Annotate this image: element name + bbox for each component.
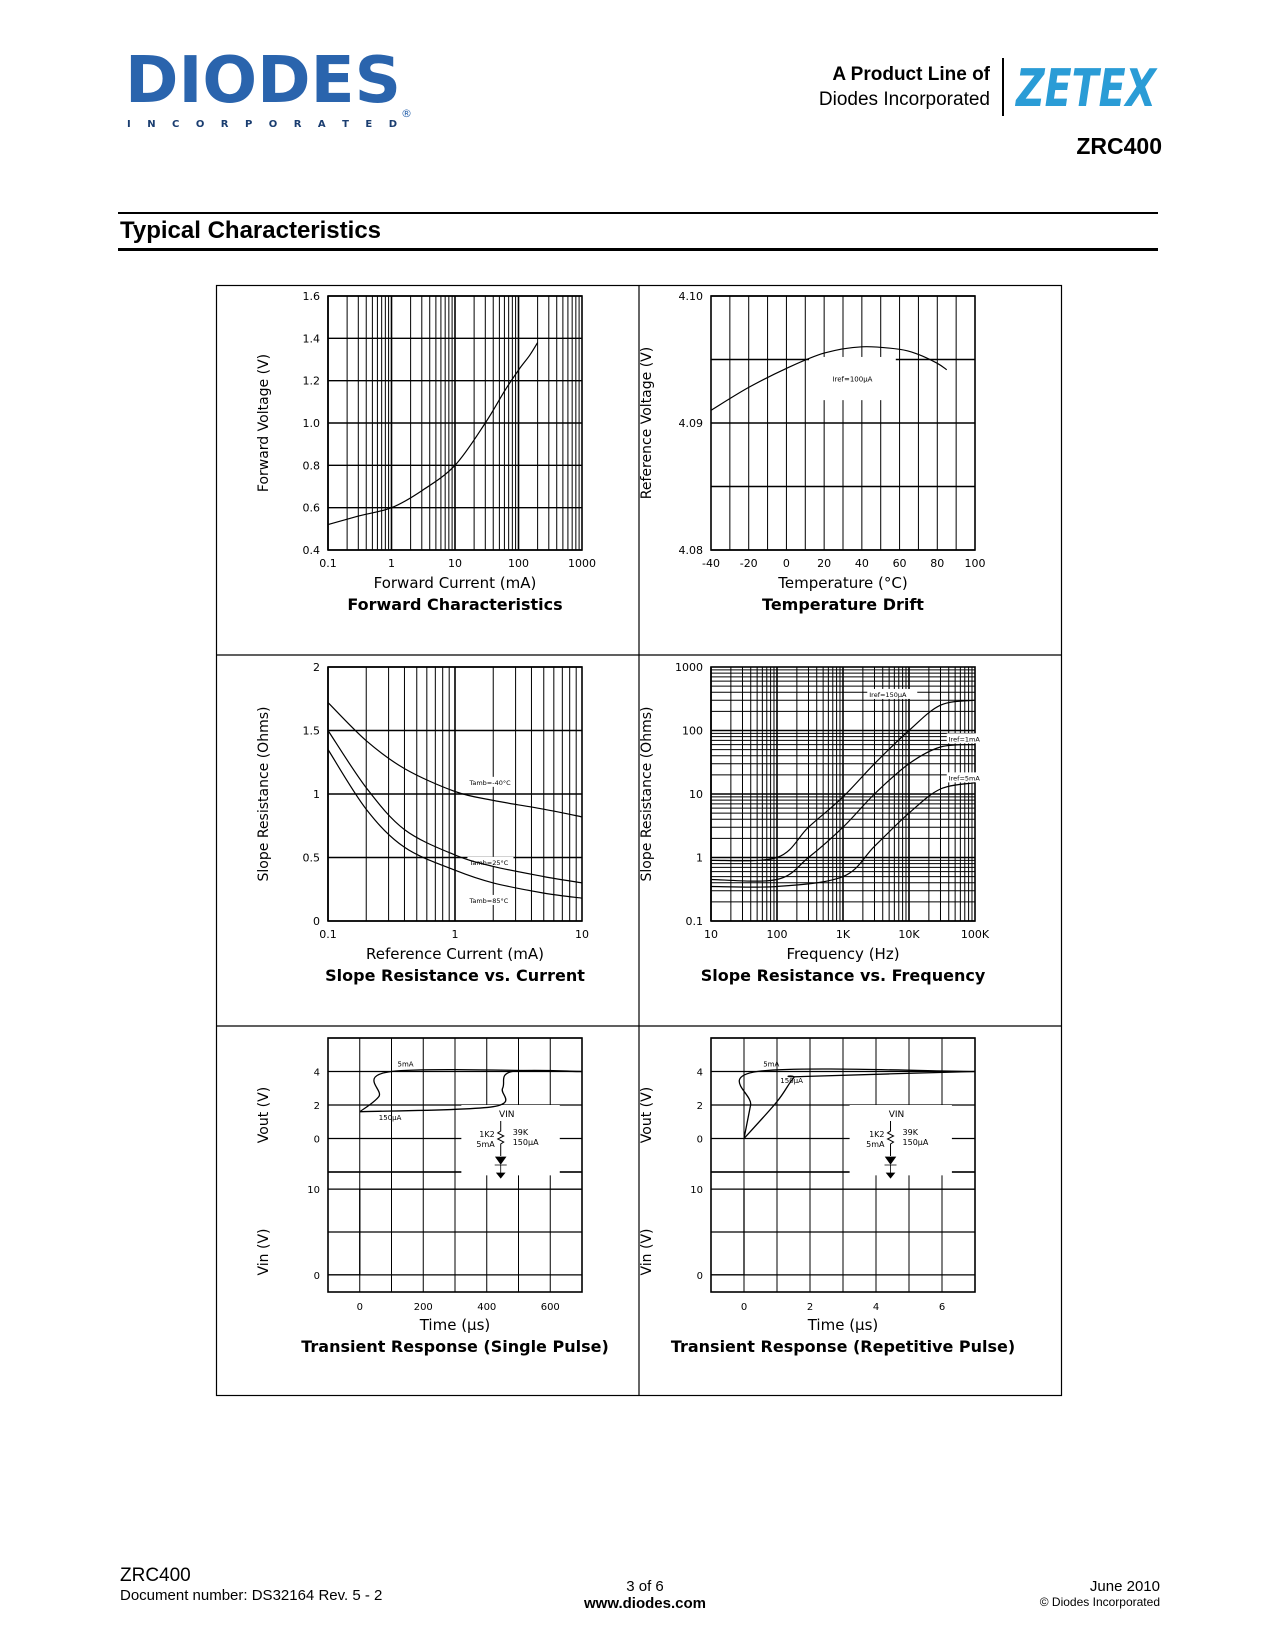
footer-url-link[interactable]: www.diodes.com: [584, 1595, 706, 1612]
x-tick-label: 4: [872, 1302, 880, 1313]
x-axis-label: Temperature (°C): [778, 574, 908, 592]
section-rule-top: [118, 212, 1158, 214]
circuit-i2-label: 150µA: [902, 1138, 929, 1147]
footer-right: [900, 1578, 1160, 1609]
x-tick-label: 40: [854, 557, 869, 570]
x-tick-label: 1: [388, 557, 395, 570]
y-axis-label-top: Vout (V): [639, 1086, 655, 1144]
y-tick-label: 0.1: [685, 915, 703, 928]
typical-characteristics-charts: [216, 285, 1062, 1397]
circuit-i1-label: 5mA: [866, 1140, 885, 1149]
chart-panel-4: [639, 661, 997, 985]
label-5ma: 5mA: [763, 1060, 780, 1069]
y-tick-label: 1.0: [302, 417, 320, 430]
y-tick-label: 1.4: [302, 332, 320, 346]
y-tick-label: 1: [696, 851, 703, 865]
chart-title: Slope Resistance vs. Frequency: [700, 966, 986, 985]
circuit-i1-label: 5mA: [476, 1140, 495, 1149]
chart-panel-6: [639, 1038, 1015, 1356]
x-tick-label: 1000: [568, 557, 596, 570]
y-axis-label: Slope Resistance (Ohms): [256, 706, 272, 882]
chart-panel-1: [256, 290, 596, 614]
x-tick-label: 6: [938, 1302, 946, 1313]
section-title: Typical Characteristics: [120, 217, 382, 244]
x-tick-label: -40: [702, 557, 720, 570]
product-line-block: [700, 62, 990, 112]
y-tick-label-top: 4: [696, 1067, 703, 1079]
y-axis-label: Forward Voltage (V): [256, 353, 272, 493]
x-tick-label: 200: [413, 1302, 433, 1313]
x-tick-label: 80: [930, 557, 945, 570]
part-number-header: ZRC400: [1076, 133, 1162, 159]
section-rule-bottom: [118, 248, 1158, 251]
y-tick-label: 4.09: [678, 417, 703, 430]
chart-panel-5: [256, 1038, 609, 1356]
x-tick-label: 0: [740, 1302, 748, 1313]
x-tick-label: 10: [704, 928, 718, 941]
y-tick-label-top: 4: [313, 1067, 320, 1079]
y-tick-label: 0.6: [302, 501, 320, 515]
label-150ua: 150µA: [780, 1077, 803, 1086]
x-tick-label: 60: [892, 557, 907, 570]
x-axis-label: Time (µs): [419, 1316, 491, 1334]
y-tick-label: 100: [682, 724, 703, 738]
x-tick-label: 0.1: [319, 557, 337, 570]
circuit-i2-label: 150µA: [512, 1138, 539, 1147]
y-tick-label: 1.2: [302, 374, 320, 388]
x-tick-label: 600: [540, 1302, 560, 1313]
x-tick-label: 1: [451, 928, 459, 941]
incorporated-text: I N C O R P O R A T E D: [127, 119, 397, 130]
y-tick-label-top: 0: [696, 1134, 703, 1146]
product-line-label: A Product Line of: [832, 64, 990, 85]
series-label-2: Tamb=25°C: [469, 858, 509, 867]
x-tick-label: 0: [782, 557, 790, 570]
chart-title: Transient Response (Repetitive Pulse): [670, 1337, 1016, 1356]
x-tick-label: 100K: [960, 928, 990, 941]
y-tick-label-bottom: 0: [313, 1270, 320, 1282]
x-tick-label: 10K: [898, 928, 920, 941]
x-tick-label: 20: [817, 557, 832, 570]
registered-mark: ®: [401, 107, 412, 120]
y-tick-label: 4.10: [678, 290, 703, 303]
x-axis-label: Reference Current (mA): [366, 945, 544, 963]
x-tick-label: 1K: [835, 928, 851, 941]
x-tick-label: 400: [477, 1302, 497, 1313]
circuit-vin-label: VIN: [498, 1110, 515, 1120]
footer-date: June 2010: [1089, 1578, 1160, 1595]
label-5ma: 5mA: [397, 1060, 414, 1069]
y-tick-label: 1: [313, 788, 320, 801]
footer-page: 3 of 6: [626, 1578, 664, 1595]
label-150ua: 150µA: [378, 1114, 402, 1123]
y-tick-label: 2: [313, 661, 320, 674]
y-tick-label: 4.08: [678, 544, 703, 557]
y-tick-label-top: 2: [696, 1101, 703, 1112]
x-tick-label: 100: [766, 928, 788, 941]
series-forward-voltage: [328, 343, 538, 525]
x-tick-label: 2: [806, 1302, 814, 1313]
zetex-logo: [1012, 58, 1162, 119]
diodes-logo: [125, 44, 425, 135]
footer-copyright: © Diodes Incorporated: [1039, 1595, 1160, 1609]
y-tick-label: 1000: [675, 661, 703, 674]
footer-center: [560, 1578, 730, 1612]
series-label-3: Iref=5mA: [948, 774, 980, 783]
chart-title: Slope Resistance vs. Current: [325, 966, 585, 985]
x-tick-label: 0: [356, 1302, 363, 1313]
series-label-3: Tamb=85°C: [469, 896, 509, 905]
chart-panel-2: [639, 290, 986, 614]
y-tick-label: 1.6: [302, 290, 320, 303]
zetex-logo-text: ZETEX: [1014, 59, 1159, 119]
footer-left: [120, 1565, 382, 1604]
y-tick-label: 0.8: [302, 459, 320, 473]
y-tick-label: 10: [689, 788, 703, 801]
chart-title: Forward Characteristics: [347, 595, 563, 614]
circuit-r1-label: 1K2: [479, 1130, 495, 1139]
circuit-vin-label: VIN: [888, 1110, 905, 1120]
series-label-2: Iref=1mA: [948, 735, 980, 744]
y-axis-label: Slope Resistance (Ohms): [639, 706, 655, 882]
y-axis-label: Reference Voltage (V): [639, 346, 655, 500]
diodes-logo-text: DIODES: [125, 44, 401, 118]
circuit-r1-label: 1K2: [869, 1130, 885, 1139]
y-tick-label-bottom: 10: [307, 1185, 320, 1197]
header-separator: [1002, 58, 1004, 116]
series-label-1: Tamb=-40°C: [469, 778, 511, 787]
x-tick-label: 10: [575, 928, 589, 941]
y-tick-label-bottom: 10: [690, 1185, 703, 1197]
x-tick-label: 100: [964, 557, 986, 570]
x-axis-label: Frequency (Hz): [786, 945, 900, 963]
y-axis-label-bottom: Vin (V): [256, 1228, 272, 1276]
y-tick-label-top: 0: [313, 1134, 320, 1146]
y-axis-label-bottom: Vin (V): [639, 1228, 655, 1276]
company-name: Diodes Incorporated: [818, 89, 990, 110]
footer-document-number: Document number: DS32164 Rev. 5 - 2: [120, 1587, 383, 1604]
y-tick-label: 0: [313, 915, 320, 928]
y-axis-label-top: Vout (V): [256, 1086, 272, 1144]
y-tick-label: 0.5: [302, 851, 320, 865]
x-axis-label: Forward Current (mA): [373, 574, 537, 592]
y-tick-label-top: 2: [313, 1101, 320, 1112]
y-tick-label: 1.5: [302, 724, 320, 738]
annotation-iref: Iref=100µA: [832, 375, 873, 384]
chart-title: Temperature Drift: [762, 595, 924, 614]
chart-title: Transient Response (Single Pulse): [301, 1337, 609, 1356]
chart-panel-3: [256, 661, 589, 985]
x-tick-label: 0.1: [319, 928, 337, 941]
y-tick-label: 0.4: [302, 544, 320, 557]
y-tick-label-bottom: 0: [696, 1270, 703, 1282]
circuit-r2-label: 39K: [902, 1128, 918, 1137]
circuit-r2-label: 39K: [512, 1128, 529, 1137]
x-tick-label: -20: [739, 557, 758, 570]
x-axis-label: Time (µs): [807, 1316, 879, 1334]
footer-part-number: ZRC400: [120, 1565, 191, 1586]
x-tick-label: 100: [508, 557, 529, 570]
x-tick-label: 10: [448, 557, 462, 570]
series-label-1: Iref=150µA: [869, 690, 907, 699]
